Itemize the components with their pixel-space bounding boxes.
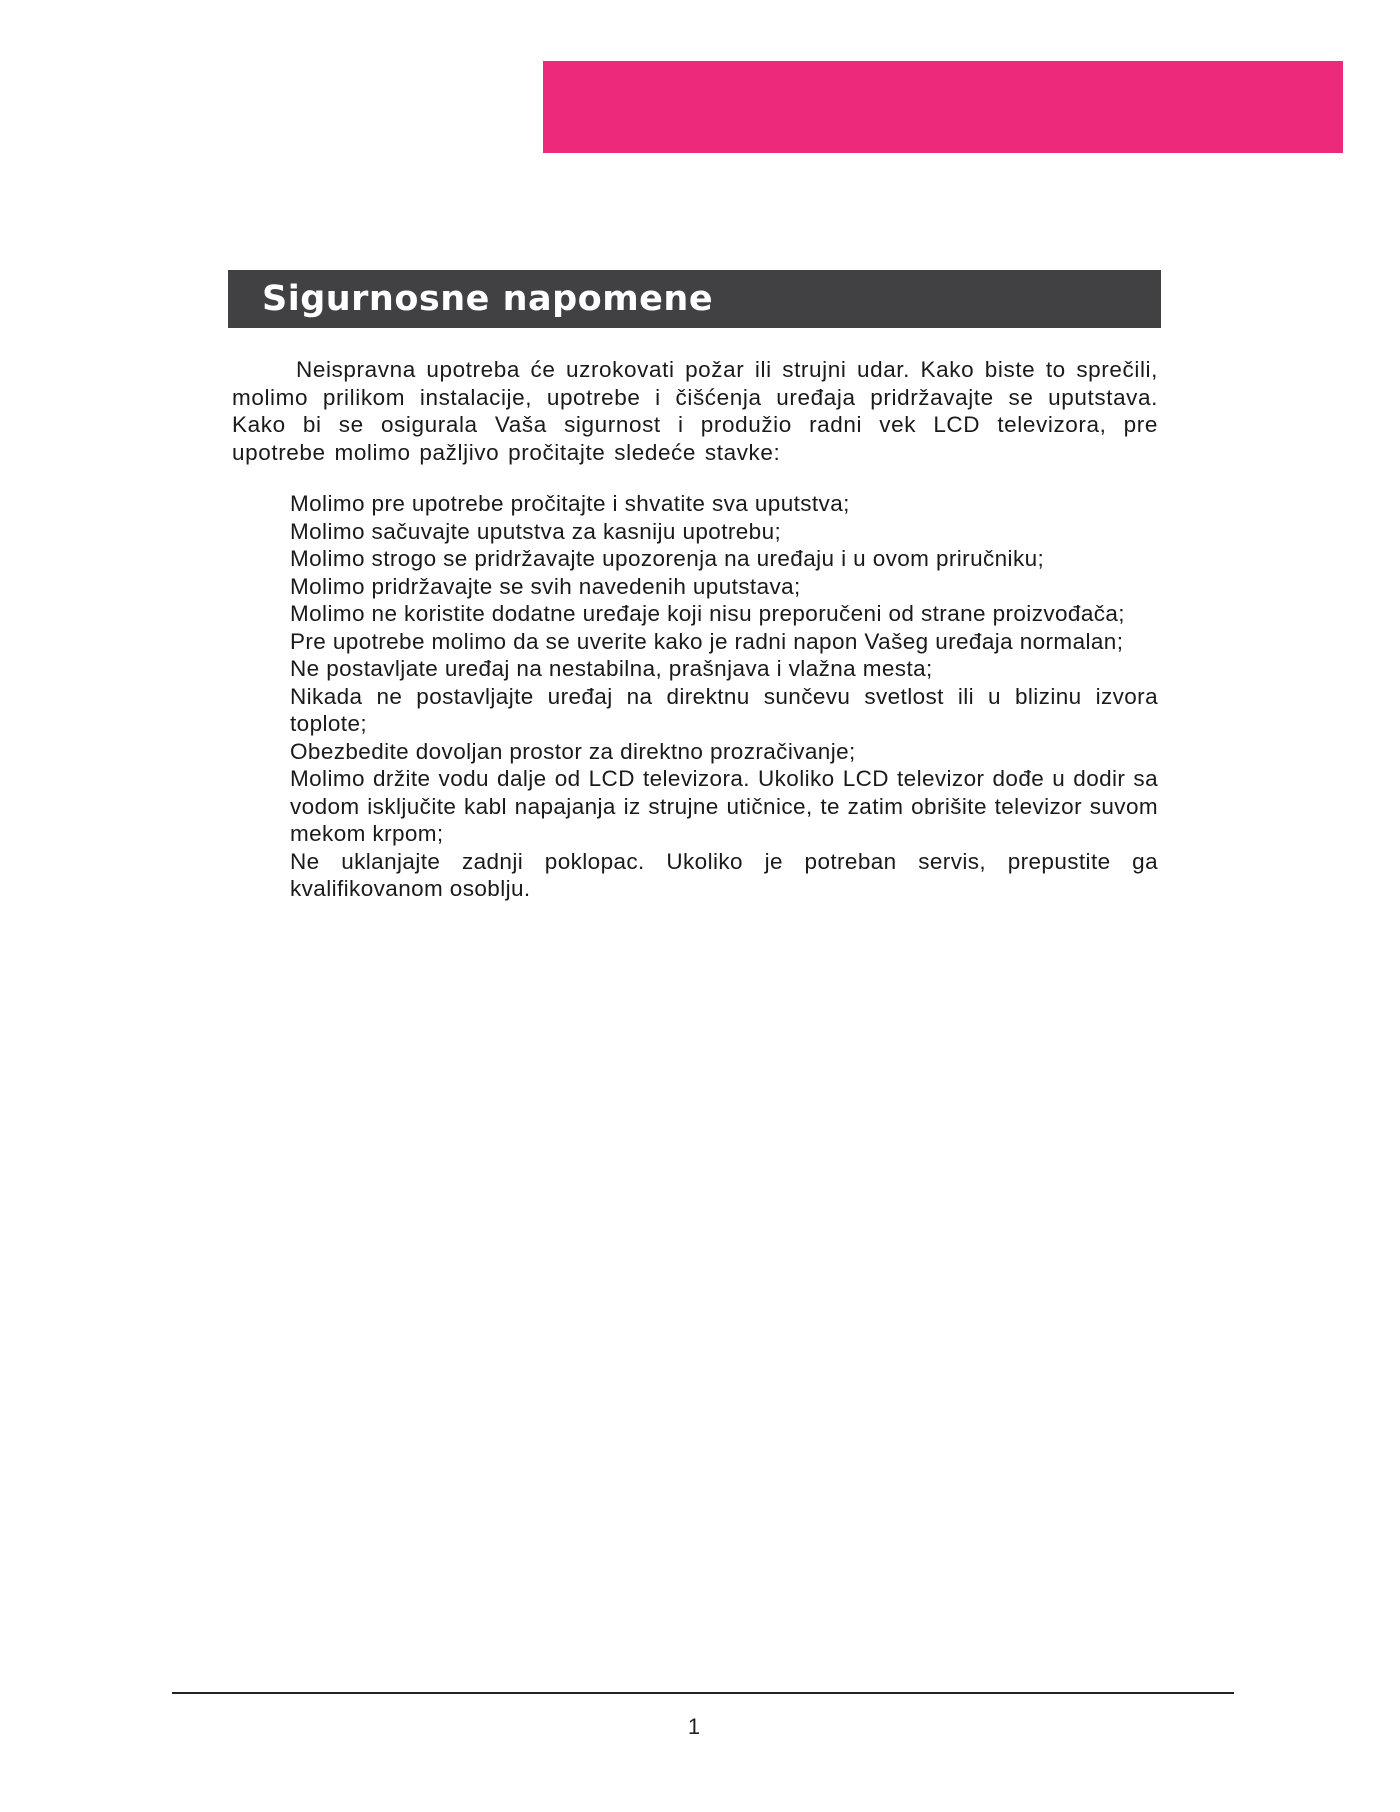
section-title-bar [228, 270, 1161, 328]
intro-paragraph: Neispravna upotreba će uzrokovati požar ili strujni udar. Kako biste to sprečili, molimo prilikom instalacije, upotrebe i čišćenja uređaja pridržavajte se uputstava. Kako bi se osigurala Vaša sigurnost i produžio radni vek LCD televizora, pre upotrebe molimo pažljivo pročitajte sledeće stavke: [232, 357, 1158, 465]
safety-rules-list [290, 490, 1158, 903]
safety-rule: Molimo pridržavajte se svih navedenih uputstava; [290, 573, 801, 599]
safety-rule: Molimo držite vodu dalje od LCD televizora. Ukoliko LCD televizor dođe u dodir sa vodom isključite kabl napajanja iz strujne utičnice, te zatim obrišite televizor suvom mekom krpom; [290, 766, 1158, 846]
section-title: Sigurnosne napomene [262, 279, 714, 319]
safety-rule: Ne uklanjajte zadnji poklopac. Ukoliko je potreban servis, prepustite ga kvalifikovanom osoblju. [290, 848, 1158, 901]
safety-rule: Molimo ne koristite dodatne uređaje koji nisu preporučeni od strane proizvođača; [290, 601, 1125, 626]
safety-rule: Pre upotrebe molimo da se uverite kako je radni napon Vašeg uređaja normalan; [290, 628, 1124, 654]
footer-divider [172, 1692, 1234, 1694]
safety-rule: Molimo pre upotrebe pročitajte i shvatite sva uputstva; [290, 491, 850, 516]
safety-rule: Ne postavljate uređaj na nestabilna, prašnjava i vlažna mesta; [290, 656, 933, 681]
safety-rule: Obezbedite dovoljan prostor za direktno prozračivanje; [290, 738, 856, 764]
safety-rule: Nikada ne postavljajte uređaj na direktnu sunčevu svetlost ili u blizinu izvora toplote; [290, 683, 1158, 736]
safety-rule: Molimo sačuvajte uputstva za kasniju upotrebu; [290, 518, 782, 544]
page-number: 1 [687, 1714, 701, 1739]
safety-rule: Molimo strogo se pridržavajte upozorenja na uređaju i u ovom priručniku; [290, 546, 1045, 571]
header-accent-band [543, 61, 1343, 153]
